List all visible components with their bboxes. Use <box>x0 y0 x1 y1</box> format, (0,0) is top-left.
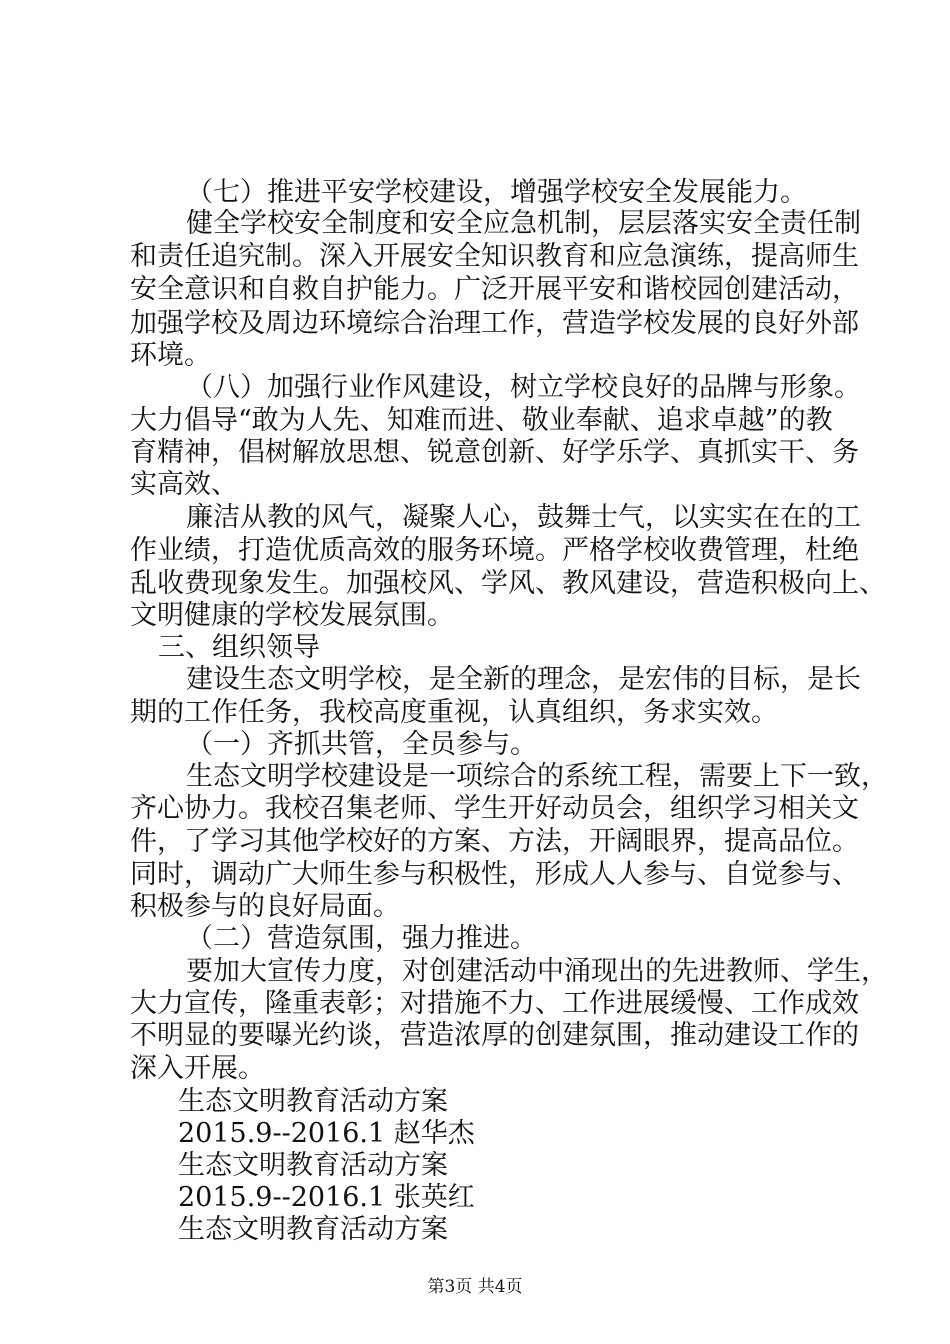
paragraph-line: 育精神，倡树解放思想、锐意创新、好学乐学、真抓实干、务 <box>130 437 859 468</box>
paragraph-line: 齐心协力。我校召集老师、学生开好动员会，组织学习相关文 <box>130 793 859 824</box>
paragraph-line: 积极参与的良好局面。 <box>130 891 400 922</box>
paragraph-line: 文明健康的学校发展氛围。 <box>130 600 454 631</box>
paragraph-line: 和责任追究制。深入开展安全知识教育和应急演练，提高师生 <box>130 241 859 272</box>
paragraph-line: 廉洁从教的风气，凝聚人心，鼓舞士气，以实实在在的工 <box>186 502 861 533</box>
plan-title: 生态文明教育活动方案 <box>178 1214 448 1245</box>
plan-date-author: 2015.9--2016.1 赵华杰 <box>178 1118 475 1149</box>
section-heading-7: （七）推进平安学校建设，增强学校安全发展能力。 <box>186 177 807 208</box>
subsection-heading-1: （一）齐抓共管，全员参与。 <box>186 729 537 760</box>
paragraph-line: 实高效、 <box>130 469 238 500</box>
plan-date-author: 2015.9--2016.1 张英红 <box>178 1182 475 1213</box>
paragraph-line: 同时，调动广大师生参与积极性，形成人人参与、自觉参与、 <box>130 859 859 890</box>
plan-title: 生态文明教育活动方案 <box>178 1086 448 1117</box>
page-number-footer: 第3页 共4页 <box>427 1277 523 1297</box>
paragraph-line: 作业绩，打造优质高效的服务环境。严格学校收费管理，杜绝 <box>130 535 859 566</box>
paragraph-line: 环境。 <box>130 340 211 371</box>
subsection-heading-2: （二）营造氛围，强力推进。 <box>186 923 537 954</box>
section-heading-8: （八）加强行业作风建设，树立学校良好的品牌与形象。 <box>186 372 861 403</box>
paragraph-line: 不明显的要曝光约谈，营造浓厚的创建氛围，推动建设工作的 <box>130 1020 859 1051</box>
paragraph-line: 健全学校安全制度和安全应急机制，层层落实安全责任制 <box>186 208 861 239</box>
paragraph-line: 期的工作任务，我校高度重视，认真组织，务求实效。 <box>130 697 778 728</box>
paragraph-line: 要加大宣传力度，对创建活动中涌现出的先进教师、学生， <box>186 956 888 987</box>
paragraph-line: 安全意识和自救自护能力。广泛开展平安和谐校园创建活动， <box>130 274 859 305</box>
paragraph-line: 深入开展。 <box>130 1053 265 1084</box>
plan-title: 生态文明教育活动方案 <box>178 1150 448 1181</box>
paragraph-line: 件，了学习其他学校好的方案、方法，开阔眼界，提高品位。 <box>130 826 859 857</box>
paragraph-line: 建设生态文明学校，是全新的理念，是宏伟的目标，是长 <box>186 664 861 695</box>
paragraph-line: 加强学校及周边环境综合治理工作，营造学校发展的良好外部 <box>130 308 859 339</box>
paragraph-line: 大力宣传，隆重表彰；对措施不力、工作进展缓慢、工作成效 <box>130 988 859 1019</box>
paragraph-line: 大力倡导“敢为人先、知难而进、敬业奉献、追求卓越”的教 <box>130 405 833 436</box>
paragraph-line: 生态文明学校建设是一项综合的系统工程，需要上下一致， <box>186 761 888 792</box>
paragraph-line: 乱收费现象发生。加强校风、学风、教风建设，营造积极向上、 <box>130 568 886 599</box>
section-heading-3: 三、组织领导 <box>158 632 320 663</box>
